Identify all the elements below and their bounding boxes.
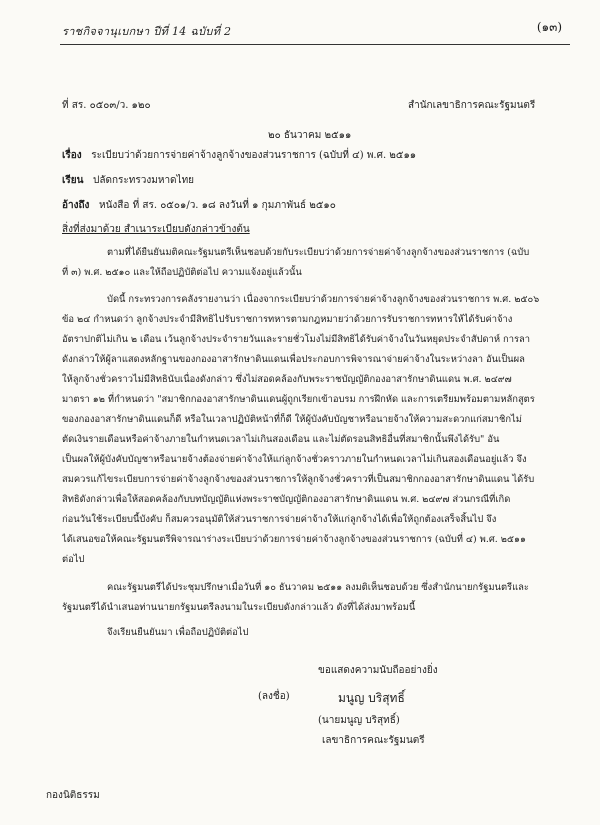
signer-name: มนูญ บริสุทธิ์ <box>338 691 405 705</box>
paragraph-line: ก่อนวันใช้ระเบียบนี้บังคับ ก็สมควรอนุมัติให้ส่วนราชการจ่ายค่าจ้างให้แก่ลูกจ้างได้เพื่อให้ถูกต้องเสร็จสิ้นไป จึง <box>62 514 497 525</box>
paragraph-2 <box>62 290 574 570</box>
paragraph-line: สมควรแก้ไขระเบียบการจ่ายค่าจ้างลูกจ้างของส่วนราชการให้ลูกจ้างชั่วคราวที่เป็นสมาชิกกองอาสารักษาดินแดน ได้รับ <box>62 474 535 485</box>
subject-line <box>62 148 416 163</box>
paragraph-line: ตามที่ได้ยืนยันมติคณะรัฐมนตรีเห็นชอบด้วยกับระเบียบว่าด้วยการจ่ายค่าจ้างลูกจ้างของส่วนราชการ (ฉบับ <box>107 247 530 258</box>
paragraph-line: คณะรัฐมนตรีได้ประชุมปรึกษาเมื่อวันที่ ๑๐ ธันวาคม ๒๕๑๑ ลงมติเห็นชอบด้วย ซึ่งสำนักนายกรัฐมนตรีและ <box>107 582 529 593</box>
header-rule <box>60 44 570 45</box>
paragraph-3 <box>62 578 574 618</box>
recipient-line <box>62 173 194 188</box>
recipient-label: เรียน <box>62 175 84 186</box>
paragraph-line: ที่ ๓) พ.ศ. ๒๕๑๐ และให้ถือปฏิบัติต่อไป ความแจ้งอยู่แล้วนั้น <box>62 267 302 278</box>
paragraph-4 <box>62 623 574 643</box>
paragraph-line: รัฐมนตรีได้นำเสนอท่านนายกรัฐมนตรีลงนามในระเบียบดังกล่าวแล้ว ดังที่ได้ส่งมาพร้อมนี้ <box>62 602 416 613</box>
subject-label: เรื่อง <box>62 150 82 161</box>
paragraph-line: บัดนี้ กระทรวงการคลังรายงานว่า เนื่องจากระเบียบว่าด้วยการจ่ายค่าจ้างลูกจ้างของส่วนราชการ พ.ศ. ๒๕๐๖ <box>107 294 540 305</box>
paragraph-line: ของกองอาสารักษาดินแดนก็ดี หรือในเวลาปฏิบัติหน้าที่ก็ดี ให้ผู้บังคับบัญชาหรือนายจ้างให้ความสะดวกแก่สมาชิกไม่ <box>62 414 522 425</box>
paragraph-line: ต่อไป <box>62 554 85 565</box>
paragraph-line: เป็นผลให้ผู้บังคับบัญชาหรือนายจ้างต้องจ่ายค่าจ้างให้แก่ลูกจ้างชั่วคราวภายในกำหนดเวลาไม่เกินสองเดือนอยู่แล้ว จึง <box>62 454 527 465</box>
enclosure-line: สิ่งที่ส่งมาด้วย สำเนาระเบียบดังกล่าวข้างต้น <box>62 224 250 235</box>
paragraph-line: มาตรา ๑๒ ที่กำหนดว่า "สมาชิกกองอาสารักษาดินแดนผู้ถูกเรียกเข้าอบรม การฝึกหัด และการเตรียมพร้อมตามหลักสูตร <box>62 394 535 405</box>
paragraph-line: ได้เสนอขอให้คณะรัฐมนตรีพิจารณาร่างระเบียบว่าด้วยการจ่ายค่าจ้างลูกจ้างของส่วนราชการ (ฉบับที่ ๔) พ.ศ. ๒๕๑๑ <box>62 534 526 545</box>
paragraph-1 <box>62 243 574 283</box>
reference-text: หนังสือ ที่ สร. ๐๕๐๑/ว. ๑๘ ลงวันที่ ๑ กุมภาพันธ์ ๒๕๑๐ <box>99 200 336 211</box>
recipient-text: ปลัดกระทรวงมหาดไทย <box>93 175 195 186</box>
paragraph-line: ดังกล่าวให้ผู้ลาแสดงหลักฐานของกองอาสารักษาดินแดนเพื่อประกอบการพิจารณาจ่ายค่าจ้างในระหว่างลา อันเป็นผล <box>62 354 525 365</box>
paragraph-line: ตัดเงินรายเดือนหรือค่าจ้างภายในกำหนดเวลาไม่เกินสองเดือน และไม่ตัดรอนสิทธิอื่นที่สมาชิกนั้นพึงได้รับ" อัน <box>62 434 500 445</box>
paragraph-line: จึงเรียนยืนยันมา เพื่อถือปฏิบัติต่อไป <box>107 627 249 638</box>
paragraph-line: สิทธิดังกล่าวเพื่อให้สอดคล้องกับบทบัญญัติแห่งพระราชบัญญัติกองอาสารักษาดินแดน พ.ศ. ๒๔๙๗ ส่วนกรณีที่เกิด <box>62 494 511 505</box>
closing-salutation: ขอแสดงความนับถืออย่างยิ่ง <box>318 665 438 676</box>
issuing-office: สำนักเลขาธิการคณะรัฐมนตรี <box>408 100 536 111</box>
page-number: (๑๓) <box>536 20 562 34</box>
document-number: ที่ สร. ๐๕๐๓/ว. ๑๒๐ <box>62 100 151 111</box>
signer-title: เลขาธิการคณะรัฐมนตรี <box>322 735 425 746</box>
reference-line <box>62 198 336 213</box>
journal-header: ราชกิจจานุเบกษา ปีที่ 14 ฉบับที่ 2 <box>62 25 232 38</box>
reference-label: อ้างถึง <box>62 200 90 211</box>
signature-label: (ลงชื่อ) <box>258 691 290 702</box>
subject-text: ระเบียบว่าด้วยการจ่ายค่าจ้างลูกจ้างของส่วนราชการ (ฉบับที่ ๔) พ.ศ. ๒๕๑๑ <box>91 150 417 161</box>
signer-printed-name: (นายมนูญ บริสุทธิ์) <box>318 715 400 726</box>
paragraph-line: ให้ลูกจ้างชั่วคราวไม่มีสิทธินับเนื่องดังกล่าว ซึ่งไม่สอดคล้องกับพระราชบัญญัติกองอาสารักษาดินแดน พ.ศ. ๒๔๙๗ <box>62 374 512 385</box>
paragraph-line: ข้อ ๒๔ กำหนดว่า ลูกจ้างประจำมีสิทธิไปรับราชการทหารตามกฎหมายว่าด้วยการรับราชการทหารให้ได้รับค่าจ้าง <box>62 314 513 325</box>
paragraph-line: อัตราปกติไม่เกิน ๒ เดือน เว้นลูกจ้างประจำรายวันและรายชั่วโมงไม่มีสิทธิได้รับค่าจ้างในวันหยุดประจำสัปดาห์ การลา <box>62 334 531 345</box>
document-date: ๒๐ ธันวาคม ๒๕๑๑ <box>268 130 352 141</box>
department-footer: กองนิติธรรม <box>46 790 100 801</box>
